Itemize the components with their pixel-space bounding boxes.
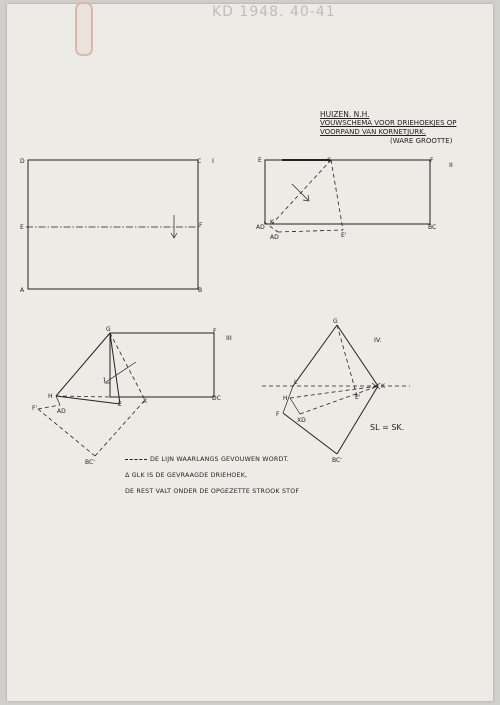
- fig1-label-e: E: [20, 224, 24, 231]
- legend-line-1: DE LIJN WAARLANGS GEVOUWEN WORDT.: [150, 456, 290, 463]
- fig3-label-g: G: [106, 326, 111, 333]
- title-line-1: VOUWSCHEMA VOOR DRIEHOEKJES OP: [320, 119, 457, 127]
- fig2-arrow-shaft: [292, 184, 308, 200]
- fig3-label-f2: F': [32, 405, 38, 412]
- fig4-edge-f-bc: [283, 413, 337, 454]
- figure-2: [256, 157, 453, 241]
- fig2-roman: II: [449, 161, 453, 169]
- fig4-label-g: G: [333, 318, 338, 325]
- fig3-roman: III: [226, 334, 232, 342]
- fig2-fold-bottom: [278, 230, 343, 232]
- fig4-label-e: E': [355, 394, 361, 401]
- fig1-label-b: B: [198, 287, 203, 294]
- fig1-label-f: F: [199, 222, 203, 229]
- dashed-line-symbol: [125, 459, 147, 460]
- fig3-label-e: E: [118, 401, 122, 408]
- title-heading: HUIZEN. N.H.: [320, 110, 370, 119]
- fig4-fold-xd-k: [300, 386, 378, 414]
- fig3-label-ad: AD: [57, 408, 66, 415]
- fig4-edge-gk: [337, 325, 378, 386]
- fig3-fold-lower-right: [95, 398, 148, 456]
- fig2-label-c: C: [327, 157, 332, 164]
- fig4-label-k: K: [381, 383, 385, 390]
- fig3-fold-lower-left: [38, 409, 95, 456]
- fig4-label-l: L: [294, 379, 298, 386]
- fig3-label-dc: DC: [212, 395, 221, 402]
- fig1-rectangle: [28, 160, 198, 289]
- fig4-label-xd: XD: [297, 417, 306, 424]
- fig2-label-ad: AD: [256, 224, 265, 231]
- fig2-diagonal-fold: [272, 160, 331, 224]
- fig2-label-k: K: [270, 219, 274, 226]
- fig3-left-edge: [56, 333, 110, 396]
- fig1-roman: I: [212, 157, 214, 165]
- fig2-label-bc: BC: [428, 224, 437, 231]
- fig4-label-f: F: [276, 411, 280, 418]
- fig4-edge-gl: [293, 325, 337, 386]
- fig1-label-d: D: [20, 158, 25, 165]
- fig3-corner-tick: [56, 396, 60, 405]
- fig3-fold-to-e: [110, 333, 120, 404]
- fig3-label-bc: BC': [85, 459, 95, 466]
- fig2-label-e2: E': [341, 232, 347, 239]
- fig3-rectangle: [110, 333, 214, 397]
- fig3-label-f: F: [213, 328, 217, 335]
- fig1-label-c: C: [197, 158, 202, 165]
- fig3-label-x: X: [143, 398, 148, 405]
- fig4-fold-h-k: [290, 386, 378, 398]
- fig4-label-bc: BC': [332, 457, 342, 464]
- fig4-equation: SL = SK.: [370, 423, 405, 432]
- reference-code: KD 1948. 40-41: [212, 4, 336, 20]
- figure-1: [20, 157, 214, 294]
- fig4-roman: IV.: [374, 336, 382, 344]
- fig1-label-a: A: [20, 287, 25, 294]
- title-line-3: (WARE GROOTTE): [390, 137, 453, 145]
- fig3-label-h: H: [48, 393, 53, 400]
- figure-3: [32, 326, 232, 466]
- legend-row-1: [125, 452, 299, 468]
- legend-line-3: DE REST VALT ONDER DE OPGEZETTE STROOK STOF: [125, 488, 300, 495]
- fig2-label-ad2: AD: [270, 234, 279, 241]
- fig4-h-xd: [290, 398, 300, 414]
- fig2-label-e: E: [258, 157, 262, 164]
- legend: [125, 452, 299, 500]
- fig4-label-h: H: [283, 395, 288, 402]
- fig3-fold-to-x: [110, 333, 145, 400]
- legend-line-2: Δ GLK IS DE GEVRAAGDE DRIEHOEK,: [125, 472, 248, 479]
- fig2-label-f: F: [430, 157, 434, 164]
- fig2-fold-to-e2: [331, 160, 343, 230]
- figure-4: [262, 318, 410, 464]
- title-line-2: VOORPAND VAN KORNETJURK.: [320, 128, 426, 136]
- fig2-rectangle: [265, 160, 430, 224]
- fig4-fold-g-e: [337, 325, 357, 396]
